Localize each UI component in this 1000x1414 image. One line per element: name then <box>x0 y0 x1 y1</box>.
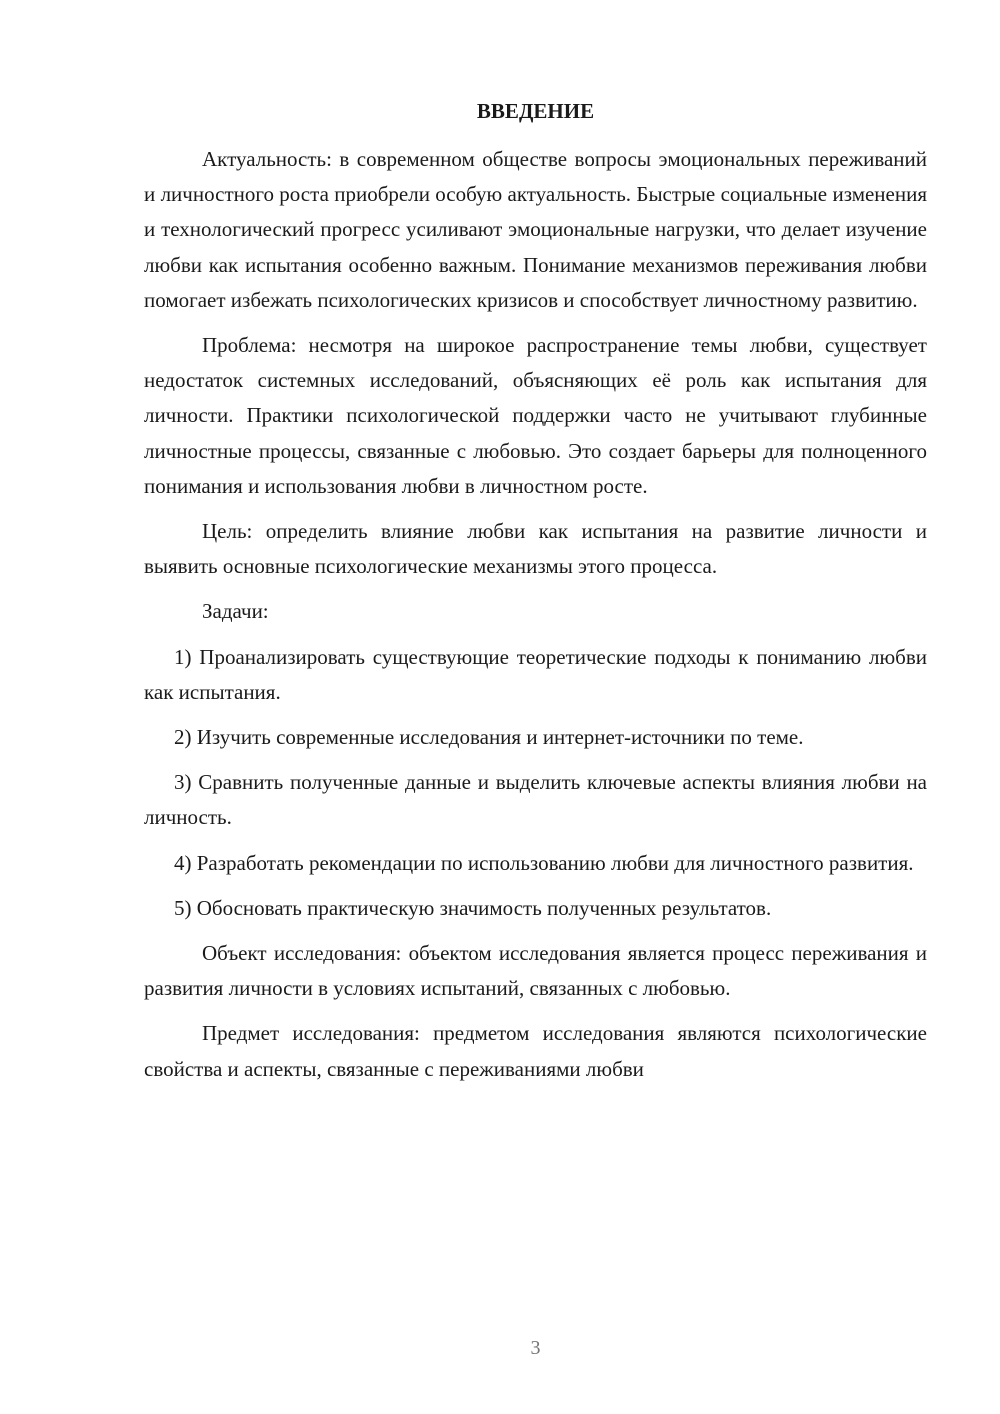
task-item-2: 2) Изучить современные исследования и интернет-источники по теме. <box>174 725 804 750</box>
paragraph-relevance: Актуальность: в современном обществе вопросы эмоциональных переживаний и личностного роста приобрели особую актуальность. Быстрые социальные изменения и технологический прогресс усиливают эмоциональные нагрузки, что делает изучение любви как испытания особенно важным. Понимание механизмов переживания любви помогает избежать психологических кризисов и способствует личностному развитию. <box>144 147 927 312</box>
paragraph-subject: Предмет исследования: предметом исследования являются психологические свойства и аспекты, связанные с переживаниями любви <box>144 1021 927 1081</box>
page-heading: ВВЕДЕНИЕ <box>476 99 595 123</box>
task-item-1: 1) Проанализировать существующие теоретические подходы к пониманию любви как испытания. <box>144 644 927 704</box>
paragraph-problem: Проблема: несмотря на широкое распространение темы любви, существует недостаток системных исследований, объясняющих её роль как испытания для личности. Практики психологической поддержки часто не учитывают глубинные личностные процессы, связанные с любовью. Это создает барьеры для полноценного понимания и использования любви в личностном росте. <box>144 333 927 498</box>
page-number: 3 <box>530 1337 541 1359</box>
document-body <box>144 142 927 1097</box>
paragraph-object: Объект исследования: объектом исследования является процесс переживания и развития личности в условиях испытаний, связанных с любовью. <box>144 941 927 1001</box>
task-item-4: 4) Разработать рекомендации по использованию любви для личностного развития. <box>174 850 914 875</box>
paragraph-goal: Цель: определить влияние любви как испытания на развитие личности и выявить основные психологические механизмы этого процесса. <box>144 519 927 579</box>
paragraph-tasks-heading: Задачи: <box>202 599 269 624</box>
task-item-3: 3) Сравнить полученные данные и выделить ключевые аспекты влияния любви на личность. <box>144 770 927 830</box>
task-item-5: 5) Обосновать практическую значимость полученных результатов. <box>174 895 772 920</box>
